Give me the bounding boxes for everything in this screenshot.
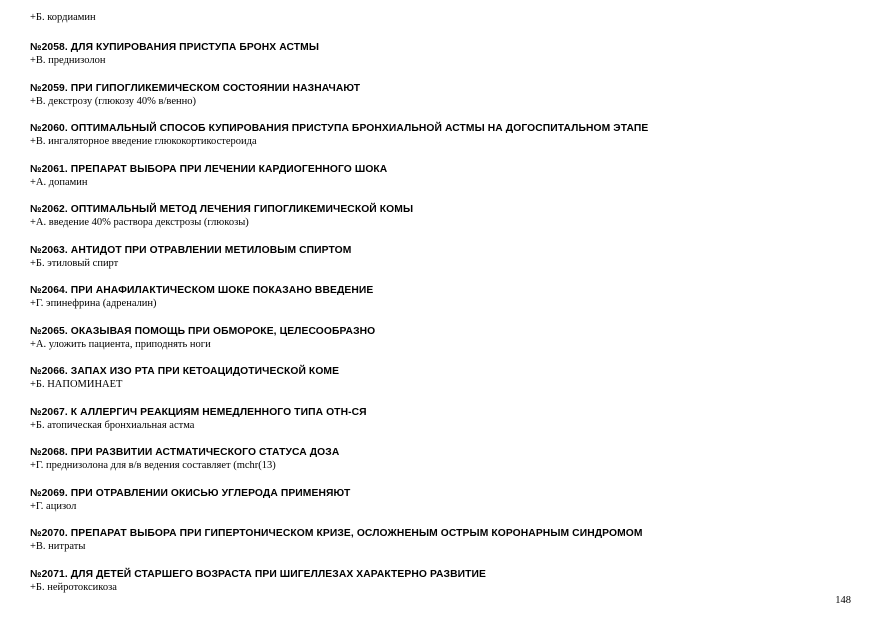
question-text: №2058. ДЛЯ КУПИРОВАНИЯ ПРИСТУПА БРОНХ АСТМЫ (30, 42, 320, 53)
answer-text: +Б. нейротоксикоза (30, 581, 117, 593)
question-text: №2071. ДЛЯ ДЕТЕЙ СТАРШЕГО ВОЗРАСТА ПРИ ШИГЕЛЛЕЗАХ ХАРАКТЕРНО РАЗВИТИЕ (30, 568, 486, 580)
question-block (30, 122, 862, 148)
answer-text: +А. допамин (30, 176, 88, 188)
answer-text: +Г. преднизолона для в/в ведения составляет (mchr(13) (30, 460, 276, 471)
page-number: 148 (835, 595, 851, 606)
answer-text: +В. преднизолон (30, 55, 106, 66)
question-block (30, 487, 862, 513)
document-page (30, 11, 862, 608)
answer-text: +В. ингаляторное введение глюкокортикостероида (30, 136, 257, 147)
question-text: №2063. АНТИДОТ ПРИ ОТРАВЛЕНИИ МЕТИЛОВЫМ СПИРТОМ (30, 244, 352, 256)
answer-text: +А. введение 40% раствора декстрозы (глюкозы) (30, 217, 249, 228)
answer-text: +А. уложить пациента, приподнять ноги (30, 338, 211, 350)
question-text: №2064. ПРИ АНАФИЛАКТИЧЕСКОМ ШОКЕ ПОКАЗАНО ВВЕДЕНИЕ (30, 285, 374, 296)
question-block (30, 203, 862, 229)
answer-text: +В. декстрозу (глюкозу 40% в/венно) (30, 95, 196, 107)
question-text: №2068. ПРИ РАЗВИТИИ АСТМАТИЧЕСКОГО СТАТУСА ДОЗА (30, 447, 340, 458)
question-text: №2070. ПРЕПАРАТ ВЫБОРА ПРИ ГИПЕРТОНИЧЕСКОМ КРИЗЕ, ОСЛОЖНЕНЫМ ОСТРЫМ КОРОНАРНЫМ СИНДРОМОМ (30, 528, 643, 539)
question-block (30, 163, 862, 189)
question-text: №2066. ЗАПАХ ИЗО РТА ПРИ КЕТОАЦИДОТИЧЕСКОЙ КОМЕ (30, 366, 340, 377)
question-text: №2061. ПРЕПАРАТ ВЫБОРА ПРИ ЛЕЧЕНИИ КАРДИОГЕННОГО ШОКА (30, 163, 388, 175)
question-block (30, 406, 862, 432)
question-block (30, 41, 862, 67)
question-block (30, 325, 862, 351)
question-text: №2067. К АЛЛЕРГИЧ РЕАКЦИЯМ НЕМЕДЛЕННОГО ТИПА ОТН-СЯ (30, 406, 367, 418)
question-block (30, 365, 862, 391)
question-text: №2060. ОПТИМАЛЬНЫЙ СПОСОБ КУПИРОВАНИЯ ПРИСТУПА БРОНХИАЛЬНОЙ АСТМЫ НА ДОГОСПИТАЛЬНОМ ЭТАПЕ (30, 123, 649, 134)
question-block (30, 284, 862, 310)
question-block (30, 446, 862, 472)
question-text: №2062. ОПТИМАЛЬНЫЙ МЕТОД ЛЕЧЕНИЯ ГИПОГЛИКЕМИЧЕСКОЙ КОМЫ (30, 204, 414, 215)
question-block (30, 527, 862, 553)
question-block (30, 244, 862, 270)
answer-text: +Б. этиловый спирт (30, 257, 119, 269)
lead-answer: +Б. кордиамин (30, 12, 96, 23)
question-text: №2059. ПРИ ГИПОГЛИКЕМИЧЕСКОМ СОСТОЯНИИ НАЗНАЧАЮТ (30, 82, 361, 94)
question-text: №2065. ОКАЗЫВАЯ ПОМОЩЬ ПРИ ОБМОРОКЕ, ЦЕЛЕСООБРАЗНО (30, 325, 376, 337)
answer-text: +Б. атопическая бронхиальная астма (30, 419, 195, 431)
answer-text: +Г. ацизол (30, 500, 77, 512)
answer-text: +Г. эпинефрина (адреналин) (30, 298, 157, 309)
question-text: №2069. ПРИ ОТРАВЛЕНИИ ОКИСЬЮ УГЛЕРОДА ПРИМЕНЯЮТ (30, 487, 351, 499)
question-block (30, 568, 862, 594)
answer-text: +Б. НАПОМИНАЕТ (30, 379, 123, 390)
answer-text: +В. нитраты (30, 541, 86, 552)
question-block (30, 82, 862, 108)
question-list (30, 41, 862, 594)
